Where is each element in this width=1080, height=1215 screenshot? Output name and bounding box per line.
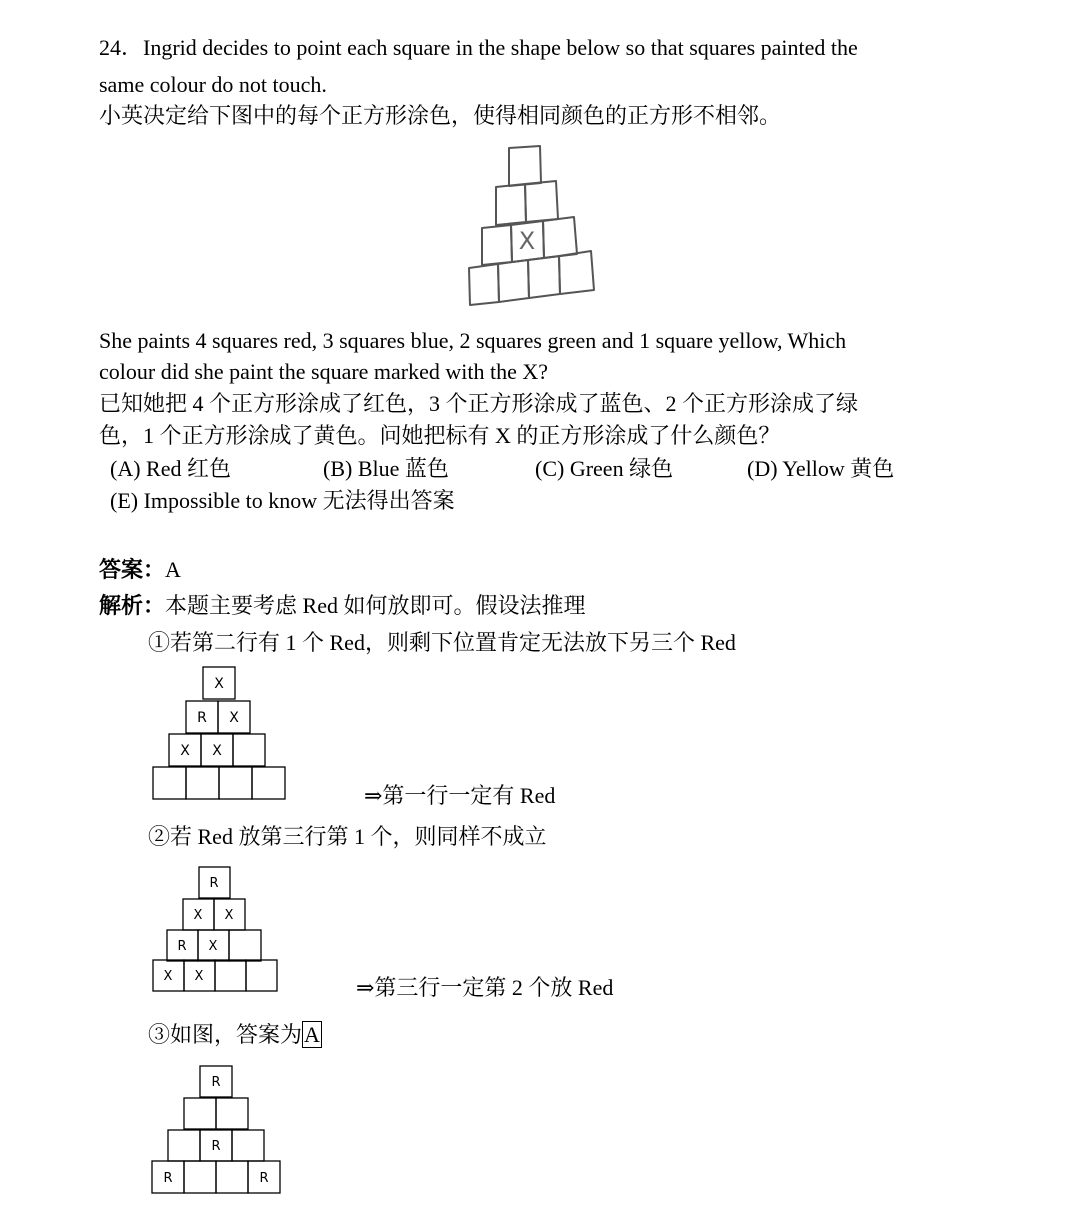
diagram-cell-label: R: [163, 1171, 173, 1186]
diagram-cell: [215, 960, 246, 991]
option-e: (E) Impossible to know 无法得出答案: [110, 488, 455, 513]
analysis-label: 解析：: [99, 594, 166, 619]
diagram-cell: [252, 767, 285, 799]
diagram-cell-label: R: [197, 710, 207, 726]
diagram-2: [152, 864, 292, 1004]
pyramid-cell: [525, 181, 558, 222]
conclusion-1: ⇒第一行一定有 Red: [364, 783, 556, 808]
body-en-line-1: She paints 4 squares red, 3 squares blue, 2 squares green and 1 square yellow, Which: [99, 328, 847, 353]
answer-line: [99, 556, 181, 585]
step-3-line: [148, 1021, 322, 1049]
diagram-cell: [153, 767, 186, 799]
diagram-cell-label: R: [211, 1075, 221, 1090]
diagram-cell-label: X: [208, 939, 218, 954]
step-1-text: ①若第二行有 1 个 Red，则剩下位置肯定无法放下另三个 Red: [148, 630, 736, 655]
question-zh-line-1: 小英决定给下图中的每个正方形涂色，使得相同颜色的正方形不相邻。: [99, 103, 782, 128]
option-d: (D) Yellow 黄色: [747, 456, 895, 481]
step-3-text: ③如图，答案为: [148, 1022, 303, 1047]
diagram-cell: [184, 1161, 216, 1193]
analysis-line: [99, 592, 585, 621]
pyramid-cell: [496, 184, 526, 225]
diagram-cell-label: X: [214, 676, 224, 692]
diagram-cell-label: X: [224, 908, 234, 923]
diagram-cell: [186, 767, 219, 799]
body-en-line-2: colour did she paint the square marked with the X?: [99, 359, 549, 384]
option-b: (B) Blue 蓝色: [323, 456, 449, 481]
body-zh-line-1: 已知她把 4 个正方形涂成了红色，3 个正方形涂成了蓝色、2 个正方形涂成了绿: [99, 391, 859, 416]
diagram-cell: [216, 1098, 248, 1129]
analysis-text: 本题主要考虑 Red 如何放即可。假设法推理: [165, 593, 586, 618]
step-2-text: ②若 Red 放第三行第 1 个，则同样不成立: [148, 824, 547, 849]
pyramid-cell: [543, 217, 577, 258]
diagram-cell-label: X: [193, 908, 203, 923]
diagram-cell: [184, 1098, 216, 1129]
pyramid-figure: [0, 0, 1080, 320]
pyramid-x-mark: X: [518, 227, 536, 255]
diagram-cell: [229, 930, 261, 961]
diagram-1: [152, 663, 292, 803]
option-a: (A) Red 红色: [110, 456, 231, 481]
question-en-line-2: same colour do not touch.: [99, 72, 327, 97]
diagram-cell: [168, 1130, 200, 1161]
pyramid-cell: [509, 146, 541, 186]
pyramid-cell: [482, 225, 512, 265]
diagram-cell-label: R: [259, 1171, 269, 1186]
pyramid-cell: [498, 260, 529, 302]
diagram-cell-label: X: [212, 743, 222, 759]
answer-value: A: [165, 557, 181, 582]
diagram-cell: [219, 767, 252, 799]
diagram-cell: [216, 1161, 248, 1193]
diagram-cell: [246, 960, 277, 991]
diagram-cell-label: X: [229, 710, 239, 726]
question-number: 24: [99, 35, 121, 60]
diagram-cell-label: R: [211, 1139, 221, 1154]
diagram-cell-label: R: [177, 939, 187, 954]
pyramid-cell: [528, 256, 560, 298]
option-c: (C) Green 绿色: [535, 456, 674, 481]
conclusion-2: ⇒第三行一定第 2 个放 Red: [356, 975, 614, 1000]
diagram-cell-label: X: [180, 743, 190, 759]
answer-label: 答案：: [99, 558, 166, 583]
question-en-line-1: Ingrid decides to point each square in the shape below so that squares painted the: [143, 35, 858, 60]
diagram-cell: [233, 734, 265, 766]
diagram-cell-label: X: [194, 969, 204, 984]
diagram-3: [152, 1063, 292, 1203]
question-line-1: 24．Ingrid decides to point each square in the shape below so that squares painted the: [99, 35, 858, 60]
body-zh-line-2: 色，1 个正方形涂成了黄色。问她把标有 X 的正方形涂成了什么颜色？: [99, 423, 781, 448]
pyramid-cell: [469, 264, 499, 305]
pyramid-cell: [559, 251, 594, 294]
diagram-cell: [232, 1130, 264, 1161]
diagram-cell-label: R: [209, 876, 219, 891]
diagram-cell-label: X: [163, 969, 173, 984]
step-3-answer-box: A: [304, 1022, 320, 1047]
